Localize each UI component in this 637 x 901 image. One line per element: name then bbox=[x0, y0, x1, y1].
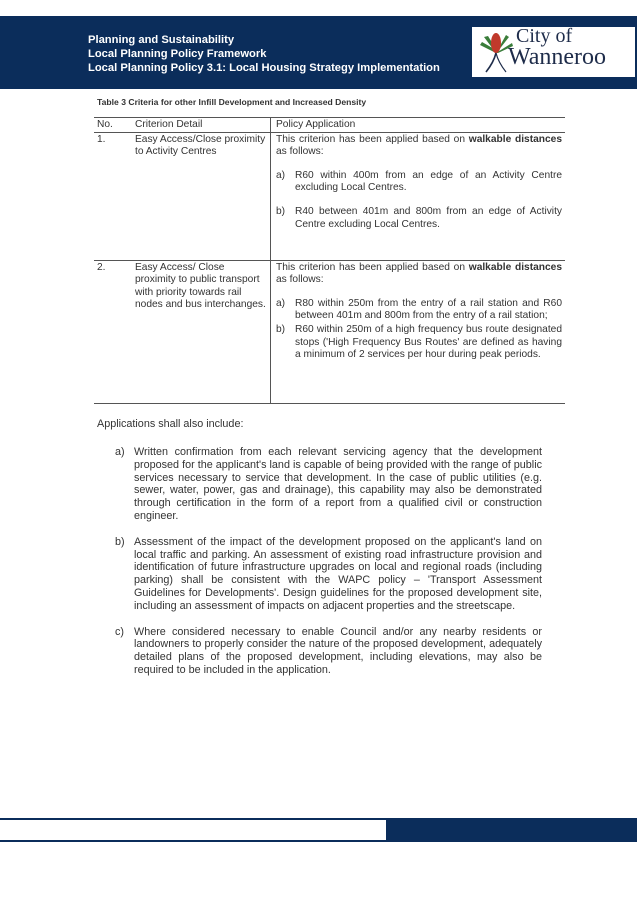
intro-text: This criterion has been applied based on bbox=[276, 261, 469, 273]
row-number: 2. bbox=[94, 260, 132, 403]
list-item-letter: b) bbox=[276, 205, 286, 217]
list-item bbox=[276, 206, 562, 231]
policy-application bbox=[271, 260, 566, 403]
intro-bold-text: walkable distances bbox=[468, 133, 562, 145]
table-header-row bbox=[94, 118, 565, 133]
application-list bbox=[276, 170, 562, 231]
applications-intro: Applications shall also include: bbox=[97, 418, 244, 430]
list-item bbox=[276, 170, 562, 195]
list-item bbox=[115, 446, 542, 523]
criterion-detail: Easy Access/ Close proximity to public transport with priority towards rail nodes and bus interchanges. bbox=[132, 260, 271, 403]
table-caption: Table 3 Criteria for other Infill Development and Increased Density bbox=[97, 97, 367, 107]
list-item-text: Written confirmation from each relevant servicing agency that the development proposed for the applicant's land is capable of being provided with the range of public services necessary to service that development. In the case of public utilities (e.g. sewer, water, power, gas and drainage), this capability may also be demonstrated through certification in the form of a report from a qualified civil or construction engineer. bbox=[134, 446, 542, 522]
application-intro bbox=[276, 134, 562, 159]
applications-list bbox=[115, 446, 542, 690]
list-item bbox=[276, 324, 562, 362]
intro-text-end: as follows: bbox=[276, 146, 324, 158]
application-intro bbox=[276, 262, 562, 287]
list-item bbox=[276, 298, 562, 323]
intro-bold-text: walkable distances bbox=[468, 261, 562, 273]
table-row bbox=[94, 132, 565, 260]
header-line-policy: Local Planning Policy 3.1: Local Housing Strategy Implementation bbox=[88, 62, 440, 74]
list-item-letter: c) bbox=[115, 625, 124, 638]
logo-name-text: Wanneroo bbox=[508, 44, 607, 70]
table-row bbox=[94, 260, 565, 403]
application-list bbox=[276, 298, 562, 362]
list-item-letter: a) bbox=[276, 297, 286, 309]
list-item-letter: b) bbox=[276, 323, 286, 335]
criterion-detail: Easy Access/Close proximity to Activity Centres bbox=[132, 132, 271, 260]
row-number: 1. bbox=[94, 132, 132, 260]
column-header-criterion: Criterion Detail bbox=[132, 118, 271, 133]
header-title-block bbox=[88, 33, 440, 75]
list-item-text: R60 within 400m from an edge of an Activity Centre excluding Local Centres. bbox=[295, 169, 562, 194]
policy-application bbox=[271, 132, 566, 260]
footer-bar-right bbox=[386, 818, 637, 842]
list-item-letter: a) bbox=[276, 169, 286, 181]
list-item-text: Assessment of the impact of the development proposed on the applicant's land on local traffic and parking. An assessment of existing road infrastructure provision and identification of future infrastructure upgrades on local and regional roads (including parking) shall be consistent with the WAPC policy – 'Transport Assessment Guidelines for Developments'. Design guidelines for the proposed development site, including an assessment of impacts on adjacent properties and the streetscape. bbox=[134, 535, 542, 612]
logo-city-text: City of bbox=[516, 25, 573, 47]
city-logo bbox=[472, 27, 635, 77]
list-item bbox=[115, 626, 542, 677]
header-line-framework: Local Planning Policy Framework bbox=[88, 48, 267, 60]
header-line-department: Planning and Sustainability bbox=[88, 34, 235, 46]
list-item-text: R40 between 401m and 800m from an edge of Activity Centre excluding Local Centres. bbox=[295, 205, 562, 230]
list-item-text: Where considered necessary to enable Council and/or any nearby residents or landowners to properly consider the nature of the proposed development, adequately detailed plans of the proposed development, including elevations, may also be required to be included in the application. bbox=[134, 625, 542, 676]
column-header-no: No. bbox=[94, 118, 132, 133]
list-item-text: R60 within 250m of a high frequency bus route designated stops ('High Frequency Bus Routes' are defined as having a minimum of 2 services per hour during peak periods. bbox=[295, 323, 562, 361]
criteria-table bbox=[94, 117, 565, 404]
footer-bar-left bbox=[0, 818, 386, 842]
intro-text-end: as follows: bbox=[276, 274, 324, 286]
column-header-application: Policy Application bbox=[271, 118, 566, 133]
logo-wordmark bbox=[508, 25, 607, 70]
list-item-letter: b) bbox=[115, 535, 125, 548]
list-item-letter: a) bbox=[115, 446, 125, 458]
list-item-text: R80 within 250m from the entry of a rail station and R60 between 401m and 800m from the entry of a rail station; bbox=[295, 297, 562, 322]
intro-text: This criterion has been applied based on bbox=[276, 133, 469, 145]
list-item bbox=[115, 536, 542, 613]
